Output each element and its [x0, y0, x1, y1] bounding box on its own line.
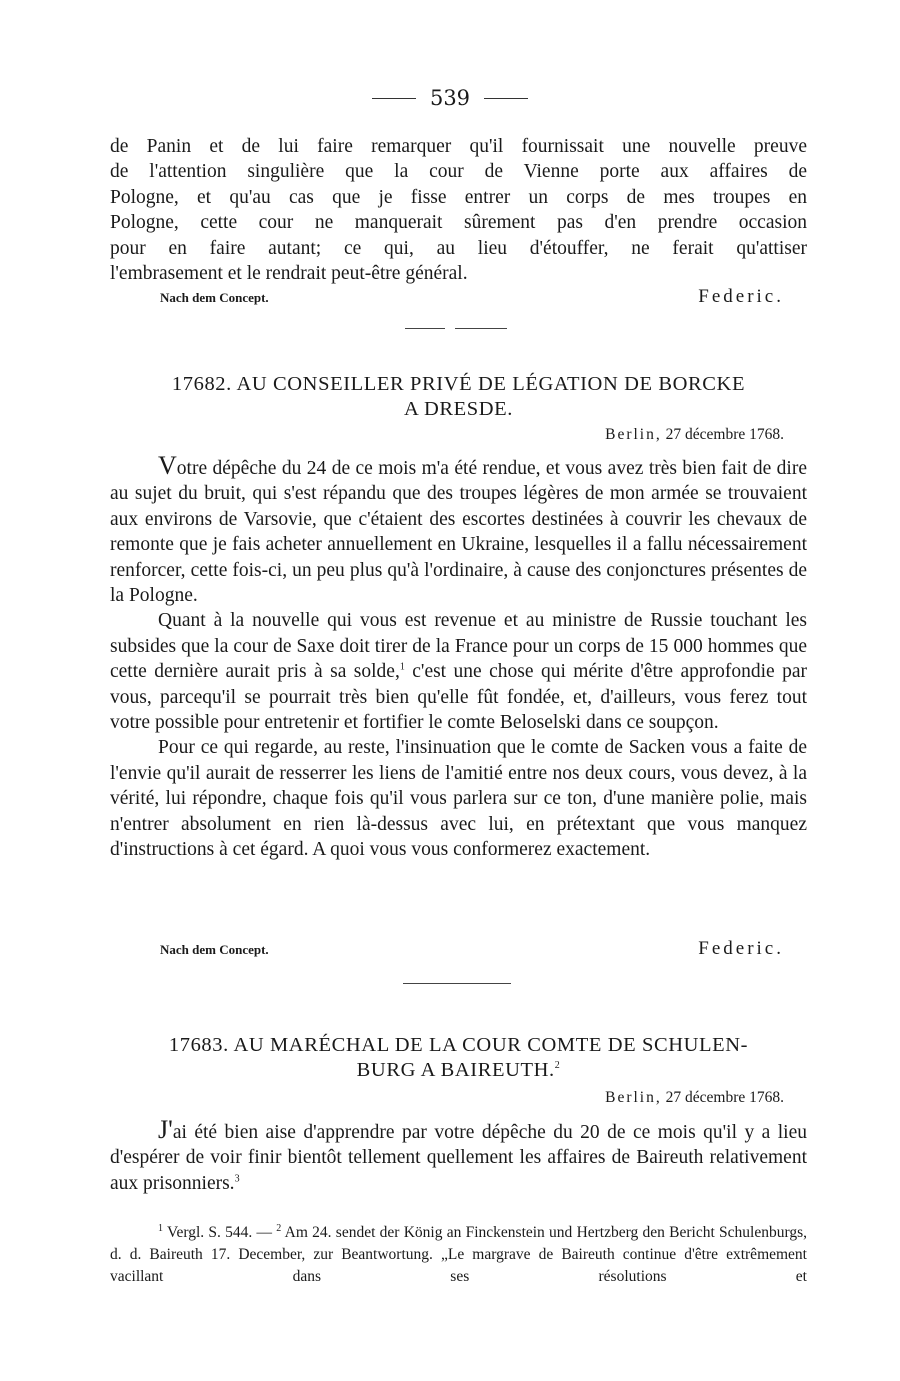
footnote-body: Vergl. S. 544. —: [163, 1224, 277, 1241]
date-place: Berlin,: [605, 1089, 662, 1106]
source-note: Nach dem Concept.: [160, 290, 269, 305]
letter-body-17683: [110, 1117, 807, 1196]
paragraph: Votre dépêche du 24 de ce mois m'a été rendue, et vous avez très bien fait de dire au sujet du bruit, qui s'est répandu que des troupes légères de mon armée se trouvaient aux environs de Varsovie, que c'étaient des escortes destinées à couvrir les chevaux de remonte que je fais acheter annuellement en Ukraine, lesquelles il a fallu nécessairement renforcer, cette fois-ci, un peu plus qu'à l'ordinaire, à cause des conjonctures présentes de la Pologne.: [110, 451, 807, 607]
separator-rule: [455, 328, 507, 329]
heading-line: [110, 1058, 807, 1083]
closing-line-2: [110, 938, 784, 960]
dateline: [110, 1089, 784, 1107]
paragraph-text: c'est une chose qui mérite d'être approfondie par vous, parcequ'il se pourrait très bien qu'elle fût fondée, et, d'ailleurs, vous ferez tout votre possible pour entretenir et fortifier le comte Beloselski dans ce soupçon.: [110, 661, 807, 734]
paragraph-text: Quant à la nouvelle qui vous est revenue et au ministre de Russie touchant les subsides que la cour de Saxe doit tirer de la France pour un corps de 15 000 hommes que cette dernière aurait pris à sa solde,: [110, 610, 807, 683]
paragraph: [110, 608, 807, 735]
text-line: de Panin et de lui faire remarquer qu'il fournissait une nouvelle preuve: [110, 136, 807, 157]
page-header: [0, 86, 900, 110]
text-line: l'embrasement et le rendrait peut-être général.: [110, 263, 468, 285]
date-place: Berlin,: [605, 426, 662, 443]
continued-letter-text: [110, 134, 807, 286]
heading-line: 17682. AU CONSEILLER PRIVÉ DE LÉGATION DE BORCKE: [171, 373, 746, 395]
footnote-ref: 3: [234, 1173, 240, 1185]
closing-line-1: [110, 286, 784, 308]
letter-heading-17682: [110, 372, 807, 422]
paragraph: Pour ce qui regarde, au reste, l'insinuation que le comte de Sacken vous a faite de l'envie qu'il aurait de resserrer les liens de l'amitié entre nos deux cours, vous devez, à la vérité, lui répondre, chaque fois qu'il vous parlera sur ce ton, d'une manière polie, mais n'entrer absolument en rien là-dessus avec lui, en prétextant que vous manquez d'instructions à cet égard. A quoi vous vous conformerez exactement.: [110, 737, 807, 861]
signature: Federic.: [698, 286, 784, 307]
footnote-ref: 1: [399, 661, 405, 673]
paragraph: [110, 1117, 807, 1196]
footnotes: [110, 1222, 807, 1288]
text-line: de l'attention singulière que la cour de Vienne porte aux affaires de: [110, 161, 807, 183]
separator-rule: [403, 983, 511, 984]
signature: Federic.: [698, 938, 784, 959]
heading-line: A DRESDE.: [403, 398, 514, 420]
text-line: Pologne, cette cour ne manquerait sûrement pas d'en prendre occasion: [110, 212, 807, 234]
header-dash-left: [372, 98, 416, 99]
footnote-text: [110, 1222, 807, 1288]
heading-text: BURG A BAIREUTH.: [356, 1059, 555, 1081]
separator-rule: [405, 328, 445, 329]
date: 27 décembre 1768.: [665, 426, 784, 443]
letter-body-17682: [110, 453, 807, 863]
page-number: 539: [429, 86, 471, 110]
footnote-mark: 2: [276, 1222, 282, 1234]
date: 27 décembre 1768.: [665, 1089, 784, 1106]
footnote-mark: 1: [158, 1222, 163, 1234]
paragraph-text: J'ai été bien aise d'apprendre par votre dépêche du 20 de ce mois qu'il y a lieu d'espérer de voir finir bientôt tellement quellement les affaires de Baireuth relativement aux prisonniers.: [110, 1115, 807, 1194]
dateline: [110, 426, 784, 444]
header-dash-right: [484, 98, 528, 99]
text-line: Pologne, et qu'au cas que je fisse entrer un corps de mes troupes en: [110, 186, 807, 208]
text-line: pour en faire autant; ce qui, au lieu d'étouffer, ne ferait qu'attiser: [110, 237, 807, 259]
heading-line: 17683. AU MARÉCHAL DE LA COUR COMTE DE SCHULEN-: [168, 1034, 749, 1056]
footnote-ref: 2: [554, 1060, 561, 1072]
footnote-body: Am 24. sendet der König an Finckenstein und Hertzberg den Bericht Schulenburgs, d. d. Baireuth 17. December, zur Beantwortung. „Le margrave de Baireuth continue d'être extrêmement vacillant dans ses résolutions et: [110, 1224, 807, 1285]
source-note: Nach dem Concept.: [160, 942, 269, 957]
letter-heading-17683: [110, 1033, 807, 1083]
